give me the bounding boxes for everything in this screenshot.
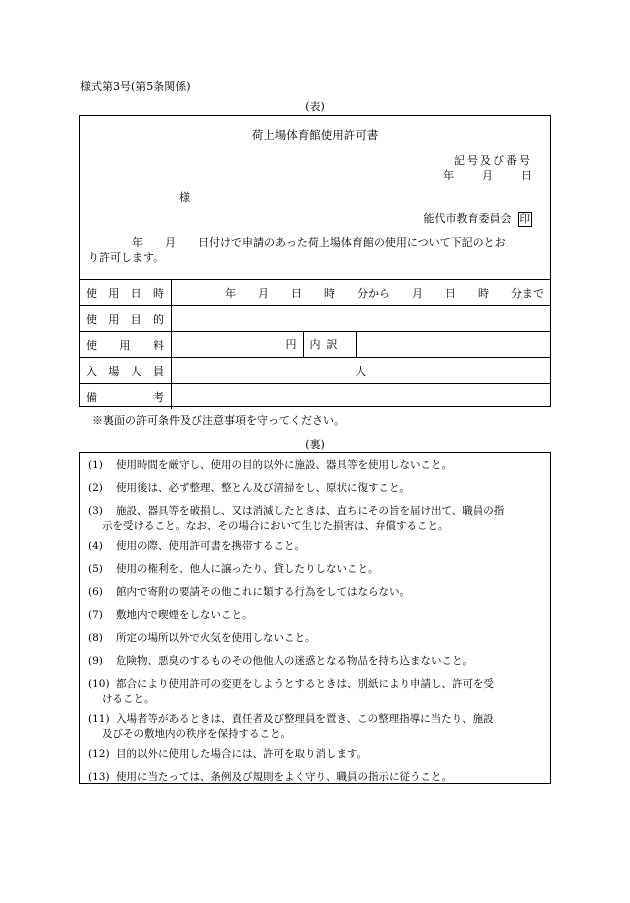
condition-text: 敷地内で喫煙をしないこと。: [116, 609, 253, 621]
condition-number: (4): [88, 540, 103, 552]
label-char: 場: [108, 364, 120, 378]
condition-text-continued: けること。: [102, 693, 155, 705]
label-char: 目: [130, 312, 142, 326]
condition-item: [88, 747, 548, 762]
condition-item: [88, 458, 548, 473]
remarks-value: [171, 384, 550, 410]
permit-conditions-panel: [79, 452, 551, 784]
dt-hour-end: 時: [478, 286, 489, 300]
date-year: 年: [443, 169, 454, 182]
dt-minute-to: 分まで: [511, 286, 544, 300]
condition-text: 所定の場所以外で火気を使用しないこと。: [116, 632, 316, 644]
permit-front-panel: [79, 115, 551, 407]
dt-month: 月: [258, 286, 269, 300]
label-attendance: [86, 363, 164, 379]
condition-number: (7): [88, 609, 103, 621]
condition-item: [88, 712, 548, 742]
issuer-name: 能代市教育委員会: [423, 212, 512, 225]
label-char: 的: [152, 312, 164, 326]
condition-item: [88, 631, 548, 646]
condition-text: 使用の際、使用許可書を携帯すること。: [116, 540, 305, 552]
condition-text: 危険物、悪臭のするものその他他人の迷惑となる物品を持ち込まないこと。: [116, 655, 473, 667]
condition-text: 施設、器具等を破損し、又は消滅したときは、直ちにその旨を届け出て、職員の指: [116, 505, 505, 517]
condition-item: [88, 562, 548, 577]
condition-text: 使用時間を厳守し、使用の目的以外に施設、器具等を使用しないこと。: [116, 459, 452, 471]
condition-number: (1): [88, 459, 103, 471]
condition-number: (6): [88, 586, 103, 598]
condition-item: [88, 504, 548, 534]
label-usage-fee: [86, 337, 164, 353]
seal-mark: 印: [519, 213, 530, 225]
label-remarks: [86, 389, 164, 405]
label-char: 考: [153, 390, 164, 404]
condition-number: (5): [88, 563, 103, 575]
date-day: 日: [521, 169, 532, 182]
condition-item: [88, 481, 548, 496]
dt-month-end: 月: [412, 286, 423, 300]
body-line-1: 年 月 日付けで申請のあった荷上場体育館の使用について下記のとお: [88, 236, 506, 249]
condition-item: [88, 677, 548, 707]
condition-item: [88, 539, 548, 554]
permit-body-text: [88, 235, 544, 265]
fee-unit: 円: [172, 332, 304, 357]
condition-item: [88, 654, 548, 669]
condition-number: (8): [88, 632, 103, 644]
permit-number-label: 記号及び番号: [454, 154, 532, 167]
form-number-label: 様式第3号(第5条関係): [80, 80, 191, 93]
label-char: 料: [153, 338, 164, 352]
condition-number: (2): [88, 482, 103, 494]
condition-number: (3): [88, 505, 103, 517]
label-char: 使: [86, 286, 97, 300]
usage-datetime-value: [171, 280, 550, 306]
label-char: 備: [86, 390, 97, 404]
fee-breakdown-value: [357, 332, 551, 357]
attendance-unit: 人: [171, 358, 550, 384]
condition-text: 使用に当たっては、条例及び規則をよく守り、職員の指示に従うこと。: [116, 771, 452, 783]
front-side-label: (表): [305, 100, 325, 113]
table-row: [80, 280, 550, 306]
table-row: [80, 358, 550, 384]
usage-purpose-value: [171, 306, 550, 332]
condition-number: (12): [88, 748, 110, 760]
condition-item: [88, 585, 548, 600]
dt-year: 年: [225, 286, 236, 300]
fee-breakdown-label: 内訳: [304, 332, 357, 357]
label-char: 人: [130, 364, 142, 378]
condition-text: 使用後は、必ず整理、整とん及び清掃をし、原状に復すこと。: [116, 482, 410, 494]
dt-minute-from: 分から: [357, 286, 390, 300]
addressee-suffix: 様: [179, 191, 190, 204]
condition-number: (9): [88, 655, 103, 667]
condition-text-continued: 示を受けること。なお、その場合において生じた損害は、弁償すること。: [102, 520, 449, 532]
condition-number: (11): [88, 713, 110, 725]
label-char: 用: [108, 286, 120, 300]
condition-text: 使用の権利を、他人に譲ったり、貸したりしないこと。: [116, 563, 379, 575]
table-row: [80, 332, 550, 358]
label-char: 入: [86, 364, 97, 378]
back-side-note: ※裏面の許可条件及び注意事項を守ってください。: [92, 414, 345, 427]
label-usage-datetime: [86, 285, 164, 301]
date-month: 月: [482, 169, 493, 182]
condition-item: [88, 608, 548, 623]
permit-details-table: [80, 279, 550, 409]
condition-text: 入場者等があるときは、責任者及び整理員を置き、この整理指導に当たり、施設: [116, 713, 494, 725]
condition-item: [88, 770, 548, 785]
dt-day: 日: [291, 286, 302, 300]
back-side-label: (裏): [305, 438, 325, 451]
condition-text-continued: 及びその敷地内の秩序を保持すること。: [102, 728, 291, 740]
issue-date: [443, 167, 532, 183]
label-char: 使: [86, 312, 97, 326]
condition-number: (13): [88, 771, 110, 783]
body-line-2: り許可します。: [88, 251, 165, 264]
condition-text: 館内で寄附の要請その他これに類する行為をしてはならない。: [116, 586, 410, 598]
label-char: 時: [152, 286, 164, 300]
label-char: 員: [152, 364, 164, 378]
dt-day-end: 日: [445, 286, 456, 300]
label-char: 用: [108, 312, 120, 326]
condition-text: 都合により使用許可の変更をしようとするときは、別紙により申請し、許可を受: [116, 678, 494, 690]
condition-number: (10): [88, 678, 110, 690]
issuer: [424, 210, 533, 227]
table-row: [80, 384, 550, 410]
condition-text: 目的以外に使用した場合には、許可を取り消します。: [116, 748, 368, 760]
label-char: 用: [119, 338, 131, 352]
label-char: 日: [130, 286, 142, 300]
label-usage-purpose: [86, 311, 164, 327]
usage-fee-value: [171, 332, 550, 358]
permit-title: 荷上場体育館使用許可書: [251, 128, 379, 142]
label-char: 使: [86, 338, 97, 352]
table-row: [80, 306, 550, 332]
dt-hour: 時: [324, 286, 335, 300]
